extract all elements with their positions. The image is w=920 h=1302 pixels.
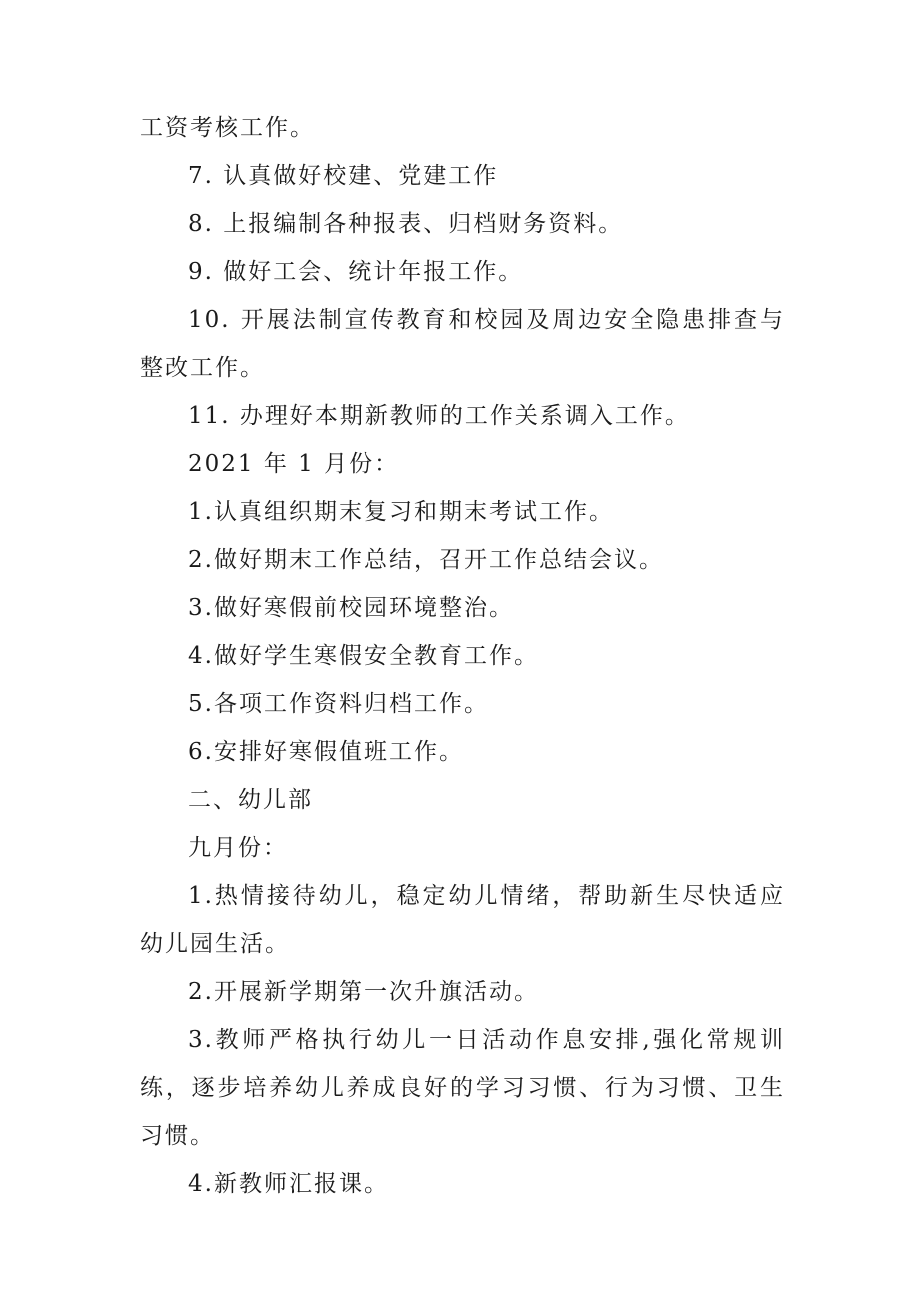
paragraph-item-11: 11. 办理好本期新教师的工作关系调入工作。 bbox=[188, 403, 690, 429]
january-item-3: 3.做好寒假前校园环境整治。 bbox=[188, 595, 514, 621]
january-item-4: 4.做好学生寒假安全教育工作。 bbox=[188, 643, 539, 669]
document-body bbox=[140, 104, 785, 1208]
september-item-4: 4.新教师汇报课。 bbox=[188, 1171, 389, 1197]
september-item-1: 1.热情接待幼儿，稳定幼儿情绪，帮助新生尽快适应幼儿园生活。 bbox=[140, 883, 785, 957]
september-item-2: 2.开展新学期第一次升旗活动。 bbox=[188, 979, 539, 1005]
january-item-1: 1.认真组织期末复习和期末考试工作。 bbox=[188, 499, 614, 525]
september-item-3: 3.教师严格执行幼儿一日活动作息安排,强化常规训练，逐步培养幼儿养成良好的学习习惯、行为习惯、卫生习惯。 bbox=[140, 1027, 785, 1149]
section-heading-kindergarten: 二、幼儿部 bbox=[188, 787, 313, 813]
paragraph-item-9: 9. 做好工会、统计年报工作。 bbox=[188, 259, 524, 285]
january-item-2: 2.做好期末工作总结，召开工作总结会议。 bbox=[188, 547, 664, 573]
paragraph-item-7: 7. 认真做好校建、党建工作 bbox=[188, 163, 499, 189]
paragraph-continuation: 工资考核工作。 bbox=[140, 115, 315, 141]
january-item-5: 5.各项工作资料归档工作。 bbox=[188, 691, 489, 717]
paragraph-item-10: 10. 开展法制宣传教育和校园及周边安全隐患排查与整改工作。 bbox=[140, 307, 785, 381]
paragraph-item-8: 8. 上报编制各种报表、归档财务资料。 bbox=[188, 211, 624, 237]
section-heading-january: 2021 年 1 月份： bbox=[188, 451, 400, 477]
january-item-6: 6.安排好寒假值班工作。 bbox=[188, 739, 464, 765]
subheading-september: 九月份： bbox=[188, 835, 288, 861]
